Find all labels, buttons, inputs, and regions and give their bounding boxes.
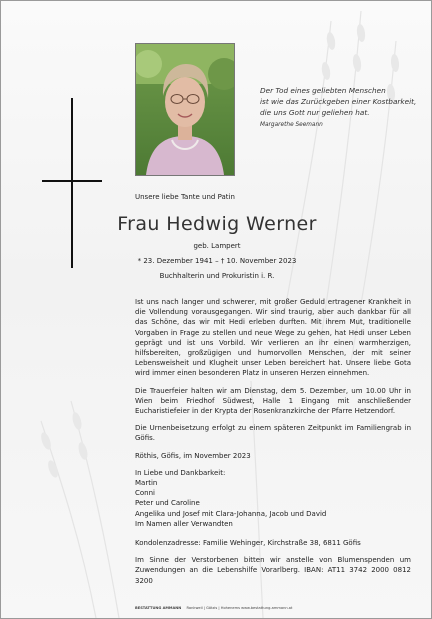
deceased-name: Frau Hedwig Werner [117,213,317,235]
funeral-details: Die Trauerfeier halten wir am Dienstag, dem 5. Dezember, um 10.00 Uhr in Wien beim Friedhof Südwest, Halle 1 Eingang mit anschließender Eucharistiefeier in der Krypta der Rosenkranzkirche der Pfarre Hetzendorf. [135,386,411,416]
life-dates: * 23. Dezember 1941 – † 10. November 2023 [137,257,297,265]
mourner-line: In Liebe und Dankbarkeit: [135,468,226,477]
quote-line: Der Tod eines geliebten Menschen [260,86,386,95]
quote-line: die uns Gott nur geliehen hat. [260,108,370,117]
mourners-list [135,468,411,529]
burial-details: Die Urnenbeisetzung erfolgt zu einem späteren Zeitpunkt im Familiengrab in Göfis. [135,424,411,443]
mourner-line: Conni [135,489,155,498]
intro-text: Unsere liebe Tante und Patin [135,193,235,201]
funeral-home-details: Rankweil | Götzis | Hohenems www.bestattung-ammann.at [186,606,293,610]
quote-line: ist wie das Zurückgeben einer Kostbarkeit, [260,97,417,106]
profession: Buchhalterin und Prokuristin i. R. [159,272,275,280]
mourner-line: Peter und Caroline [135,499,200,508]
obituary-body [135,297,411,593]
mourner-line: Angelika und Josef mit Clara-Johanna, Jacob und David [135,509,327,518]
condolence-address: Kondolenzadresse: Familie Wehinger, Kirchstraße 38, 6811 Göfis [135,539,361,548]
donation-request: Im Sinne der Verstorbenen bitten wir anstelle von Blumenspenden um Zuwendungen an die Lebenshilfe Vorarlberg. IBAN: AT11 3742 2000 0812 3200 [135,556,411,585]
mourner-line: Im Namen aller Verwandten [135,519,233,528]
quote-author: Margarethe Seemann [260,122,323,128]
cross-icon-horizontal [42,180,102,182]
body-paragraph: Ist uns nach langer und schwerer, mit großer Geduld ertragener Krankheit in die Vollendung vorausgegangen. Wir sind traurig, aber auch dankbar für all das Schöne, das wir mit Hedi erleben durften. Mit ihrem Mut, traditionelle Vorgaben in Frage zu stellen und neue Wege zu gehen, hat Hedi unser Leben geprägt und ist uns Vorbild. Wir verlieren an ihr einen warmherzigen, hilfsbereiten, großzügigen und humorvollen Menschen, der mit seiner Lebensweisheit und Klugheit unser Leben bereichert hat. Unsere liebe Gota wird immer einen besonderen Platz in unseren Herzen einnehmen. [135,298,411,378]
funeral-home-brand: BESTATTUNG AMMANN [135,606,182,610]
maiden-name: geb. Lampert [193,242,241,250]
place-date: Röthis, Göfis, im November 2023 [135,451,251,460]
funeral-home-footer [135,606,292,610]
mourner-line: Martin [135,479,158,488]
memorial-quote [260,85,430,131]
portrait-photo [135,43,235,176]
